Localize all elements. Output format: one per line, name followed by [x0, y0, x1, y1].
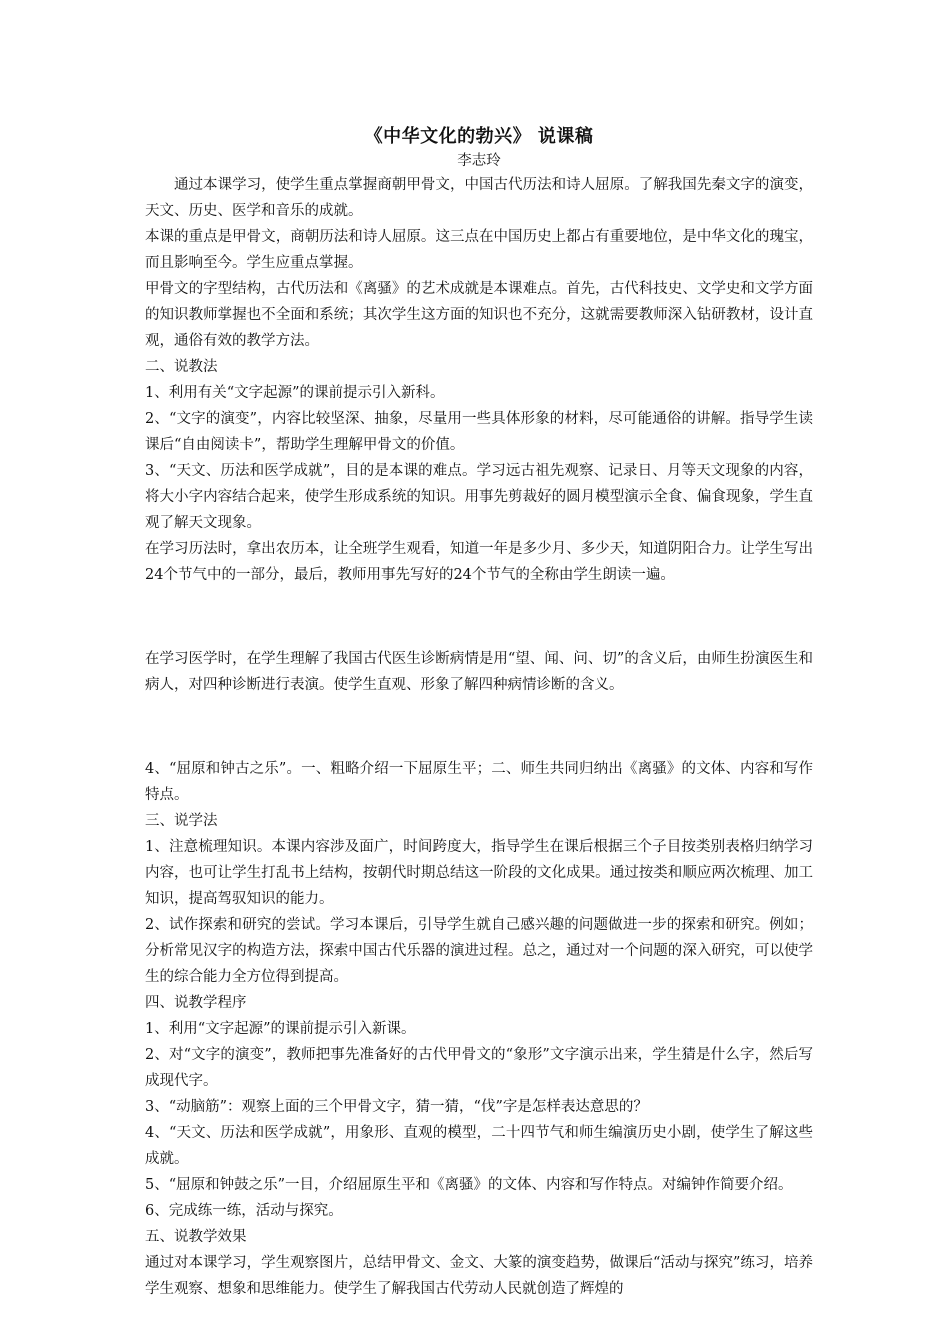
paragraph: 2、试作探索和研究的尝试。学习本课后，引导学生就自己感兴趣的问题做进一步的探索和研究。例如；分析常见汉字的构造方法，探索中国古代乐器的演进过程。总之，通过对一个问题的深入研究，可以使学生的综合能力全方位得到提高。	[145, 917, 813, 985]
paragraph: 四、说教学程序	[145, 995, 247, 1011]
paragraph: 在学习医学时，在学生理解了我国古代医生诊断病情是用“望、闻、问、切”的含义后，由师生扮演医生和病人，对四种诊断进行表演。使学生直观、形象了解四种病情诊断的含义。	[145, 651, 813, 693]
paragraph: 2、“文字的演变”，内容比较坚深、抽象，尽量用一些具体形象的材料，尽可能通俗的讲解。指导学生读课后“自由阅读卡”，帮助学生理解甲骨文的价值。	[145, 411, 813, 453]
paragraph: 1、利用有关“文字起源”的课前提示引入新科。	[145, 385, 445, 401]
paragraph: 通过对本课学习，学生观察图片，总结甲骨文、金文、大篆的演变趋势，做课后“活动与探究”练习，培养学生观察、想象和思维能力。使学生了解我国古代劳动人民就创造了辉煌的	[145, 1255, 813, 1297]
paragraph: 通过本课学习，使学生重点掌握商朝甲骨文，中国古代历法和诗人屈原。了解我国先秦文字的演变，天文、历史、医学和音乐的成就。	[145, 177, 813, 219]
paragraph: 3、“动脑筋”：观察上面的三个甲骨文字，猜一猜，“伐”字是怎样表达意思的？	[145, 1099, 648, 1115]
paragraph: 1、注意梳理知识。本课内容涉及面广，时间跨度大，指导学生在课后根据三个子目按类别表格归纳学习内容，也可让学生打乱书上结构，按朝代时期总结这一阶段的文化成果。通过按类和顺应两次梳理、加工知识，提高驾驭知识的能力。	[145, 839, 813, 907]
paragraph: 3、“天文、历法和医学成就”，目的是本课的难点。学习远古祖先观察、记录日、月等天文现象的内容，将大小字内容结合起来，使学生形成系统的知识。用事先剪裁好的圆月模型演示全食、偏食现象，学生直观了解天文现象。	[145, 463, 813, 531]
paragraph: 在学习历法时，拿出农历本，让全班学生观看，知道一年是多少月、多少天，知道阴阳合力。让学生写出24个节气中的一部分，最后，教师用事先写好的24个节气的全称由学生朗读一遍。	[145, 541, 813, 583]
paragraph: 5、“屈原和钟鼓之乐”一目，介绍屈原生平和《离骚》的文体、内容和写作特点。对编钟作简要介绍。	[145, 1177, 793, 1193]
document-title: 《中华文化的勃兴》 说课稿	[364, 126, 594, 147]
paragraph: 三、说学法	[145, 813, 218, 829]
paragraph: 二、说教法	[145, 359, 218, 375]
paragraph: 1、利用“文字起源”的课前提示引入新课。	[145, 1021, 416, 1037]
document-body	[145, 172, 813, 1302]
paragraph: 2、对“文字的演变”，教师把事先准备好的古代甲骨文的“象形”文字演示出来，学生猜是什么字，然后写成现代字。	[145, 1047, 813, 1089]
paragraph: 4、“屈原和钟古之乐”。一、粗略介绍一下屈原生平；二、师生共同归纳出《离骚》的文体、内容和写作特点。	[145, 761, 813, 803]
paragraph: 本课的重点是甲骨文，商朝历法和诗人屈原。这三点在中国历史上都占有重要地位，是中华文化的瑰宝，而且影响至今。学生应重点掌握。	[145, 229, 813, 271]
paragraph: 五、说教学效果	[145, 1229, 247, 1245]
paragraph: 6、完成练一练，活动与探究。	[145, 1203, 343, 1219]
author-name: 李志玲	[457, 153, 501, 169]
document-page	[145, 120, 813, 1302]
blank-line	[145, 604, 813, 630]
blank-line	[145, 714, 813, 740]
paragraph: 4、“天文、历法和医学成就”，用象形、直观的模型，二十四节气和师生编演历史小剧，使学生了解这些成就。	[145, 1125, 813, 1167]
paragraph: 甲骨文的字型结构，古代历法和《离骚》的艺术成就是本课难点。首先，古代科技史、文学史和文学方面的知识教师掌握也不全面和系统；其次学生这方面的知识也不充分，这就需要教师深入钻研教材，设计直观，通俗有效的教学方法。	[145, 281, 813, 349]
